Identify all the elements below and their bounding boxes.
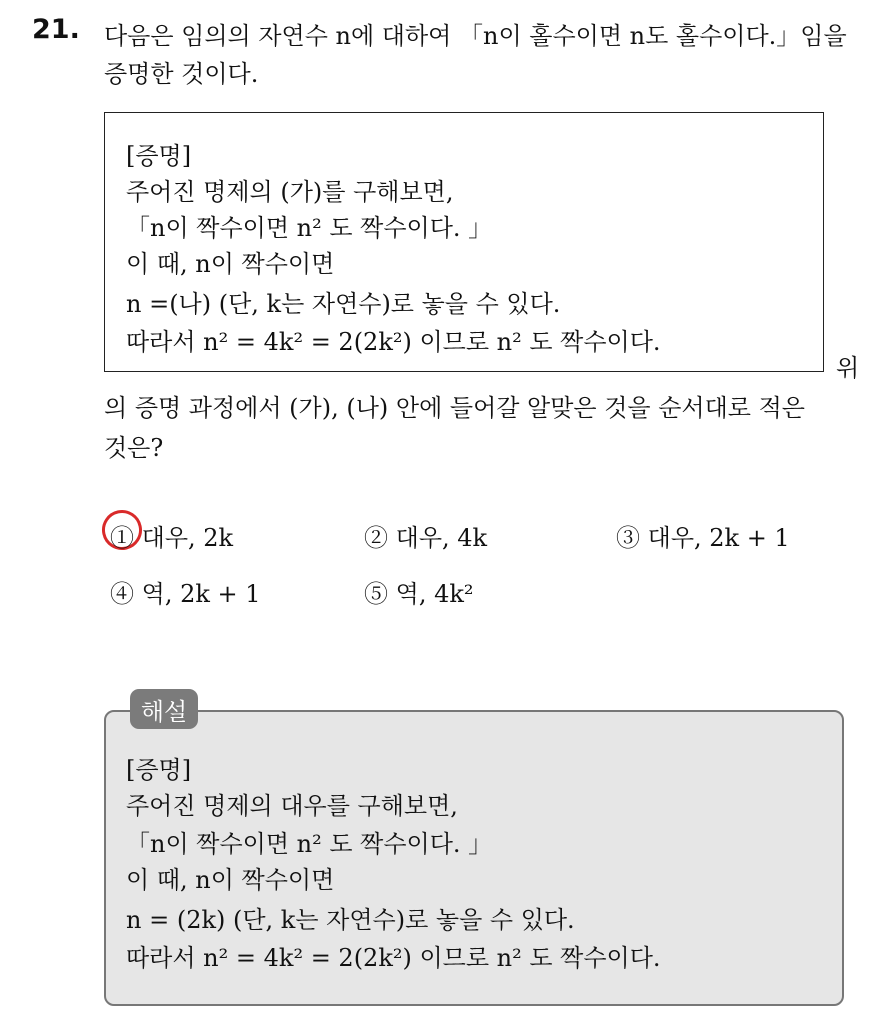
choice-1[interactable]: ① 대우, 2k [110,524,234,552]
proof-line-6: 따라서 n² = 4k² = 2(2k²) 이므로 n² 도 짝수이다. [126,328,661,356]
choice-2[interactable]: ② 대우, 4k [364,524,488,552]
choice-3[interactable]: ③ 대우, 2k + 1 [616,524,790,552]
solution-line-6: 따라서 n² = 4k² = 2(2k²) 이므로 n² 도 짝수이다. [126,944,661,972]
question-text-line-1: 다음은 임의의 자연수 n에 대하여 「n이 홀수이면 n도 홀수이다.」임을 [104,22,847,50]
proof-line-5: n =(나) (단, k는 자연수)로 놓을 수 있다. [126,290,561,318]
proof-line-2: 주어진 명제의 (가)를 구해보면, [126,178,454,206]
question-text-line-4: 것은? [104,434,164,462]
question-text-line-2: 증명한 것이다. [104,60,259,88]
solution-line-2: 주어진 명제의 대우를 구해보면, [126,792,458,820]
choice-5[interactable]: ⑤ 역, 4k² [364,580,474,608]
solution-line-1: [증명] [126,756,192,784]
solution-line-5: n = (2k) (단, k는 자연수)로 놓을 수 있다. [126,906,575,934]
solution-line-3: 「n이 짝수이면 n² 도 짝수이다. 」 [126,830,493,858]
question-text-line-3: 의 증명 과정에서 (가), (나) 안에 들어갈 알맞은 것을 순서대로 적은 [104,394,805,422]
solution-line-4: 이 때, n이 짝수이면 [126,866,335,894]
proof-line-3: 「n이 짝수이면 n² 도 짝수이다. 」 [126,214,493,242]
choice-4[interactable]: ④ 역, 2k + 1 [110,580,261,608]
question-number: 21. [32,14,80,45]
proof-line-1: [증명] [126,142,192,170]
question-text-tail: 위 [836,354,860,382]
solution-tab: 해설 [130,689,198,729]
proof-line-4: 이 때, n이 짝수이면 [126,250,335,278]
